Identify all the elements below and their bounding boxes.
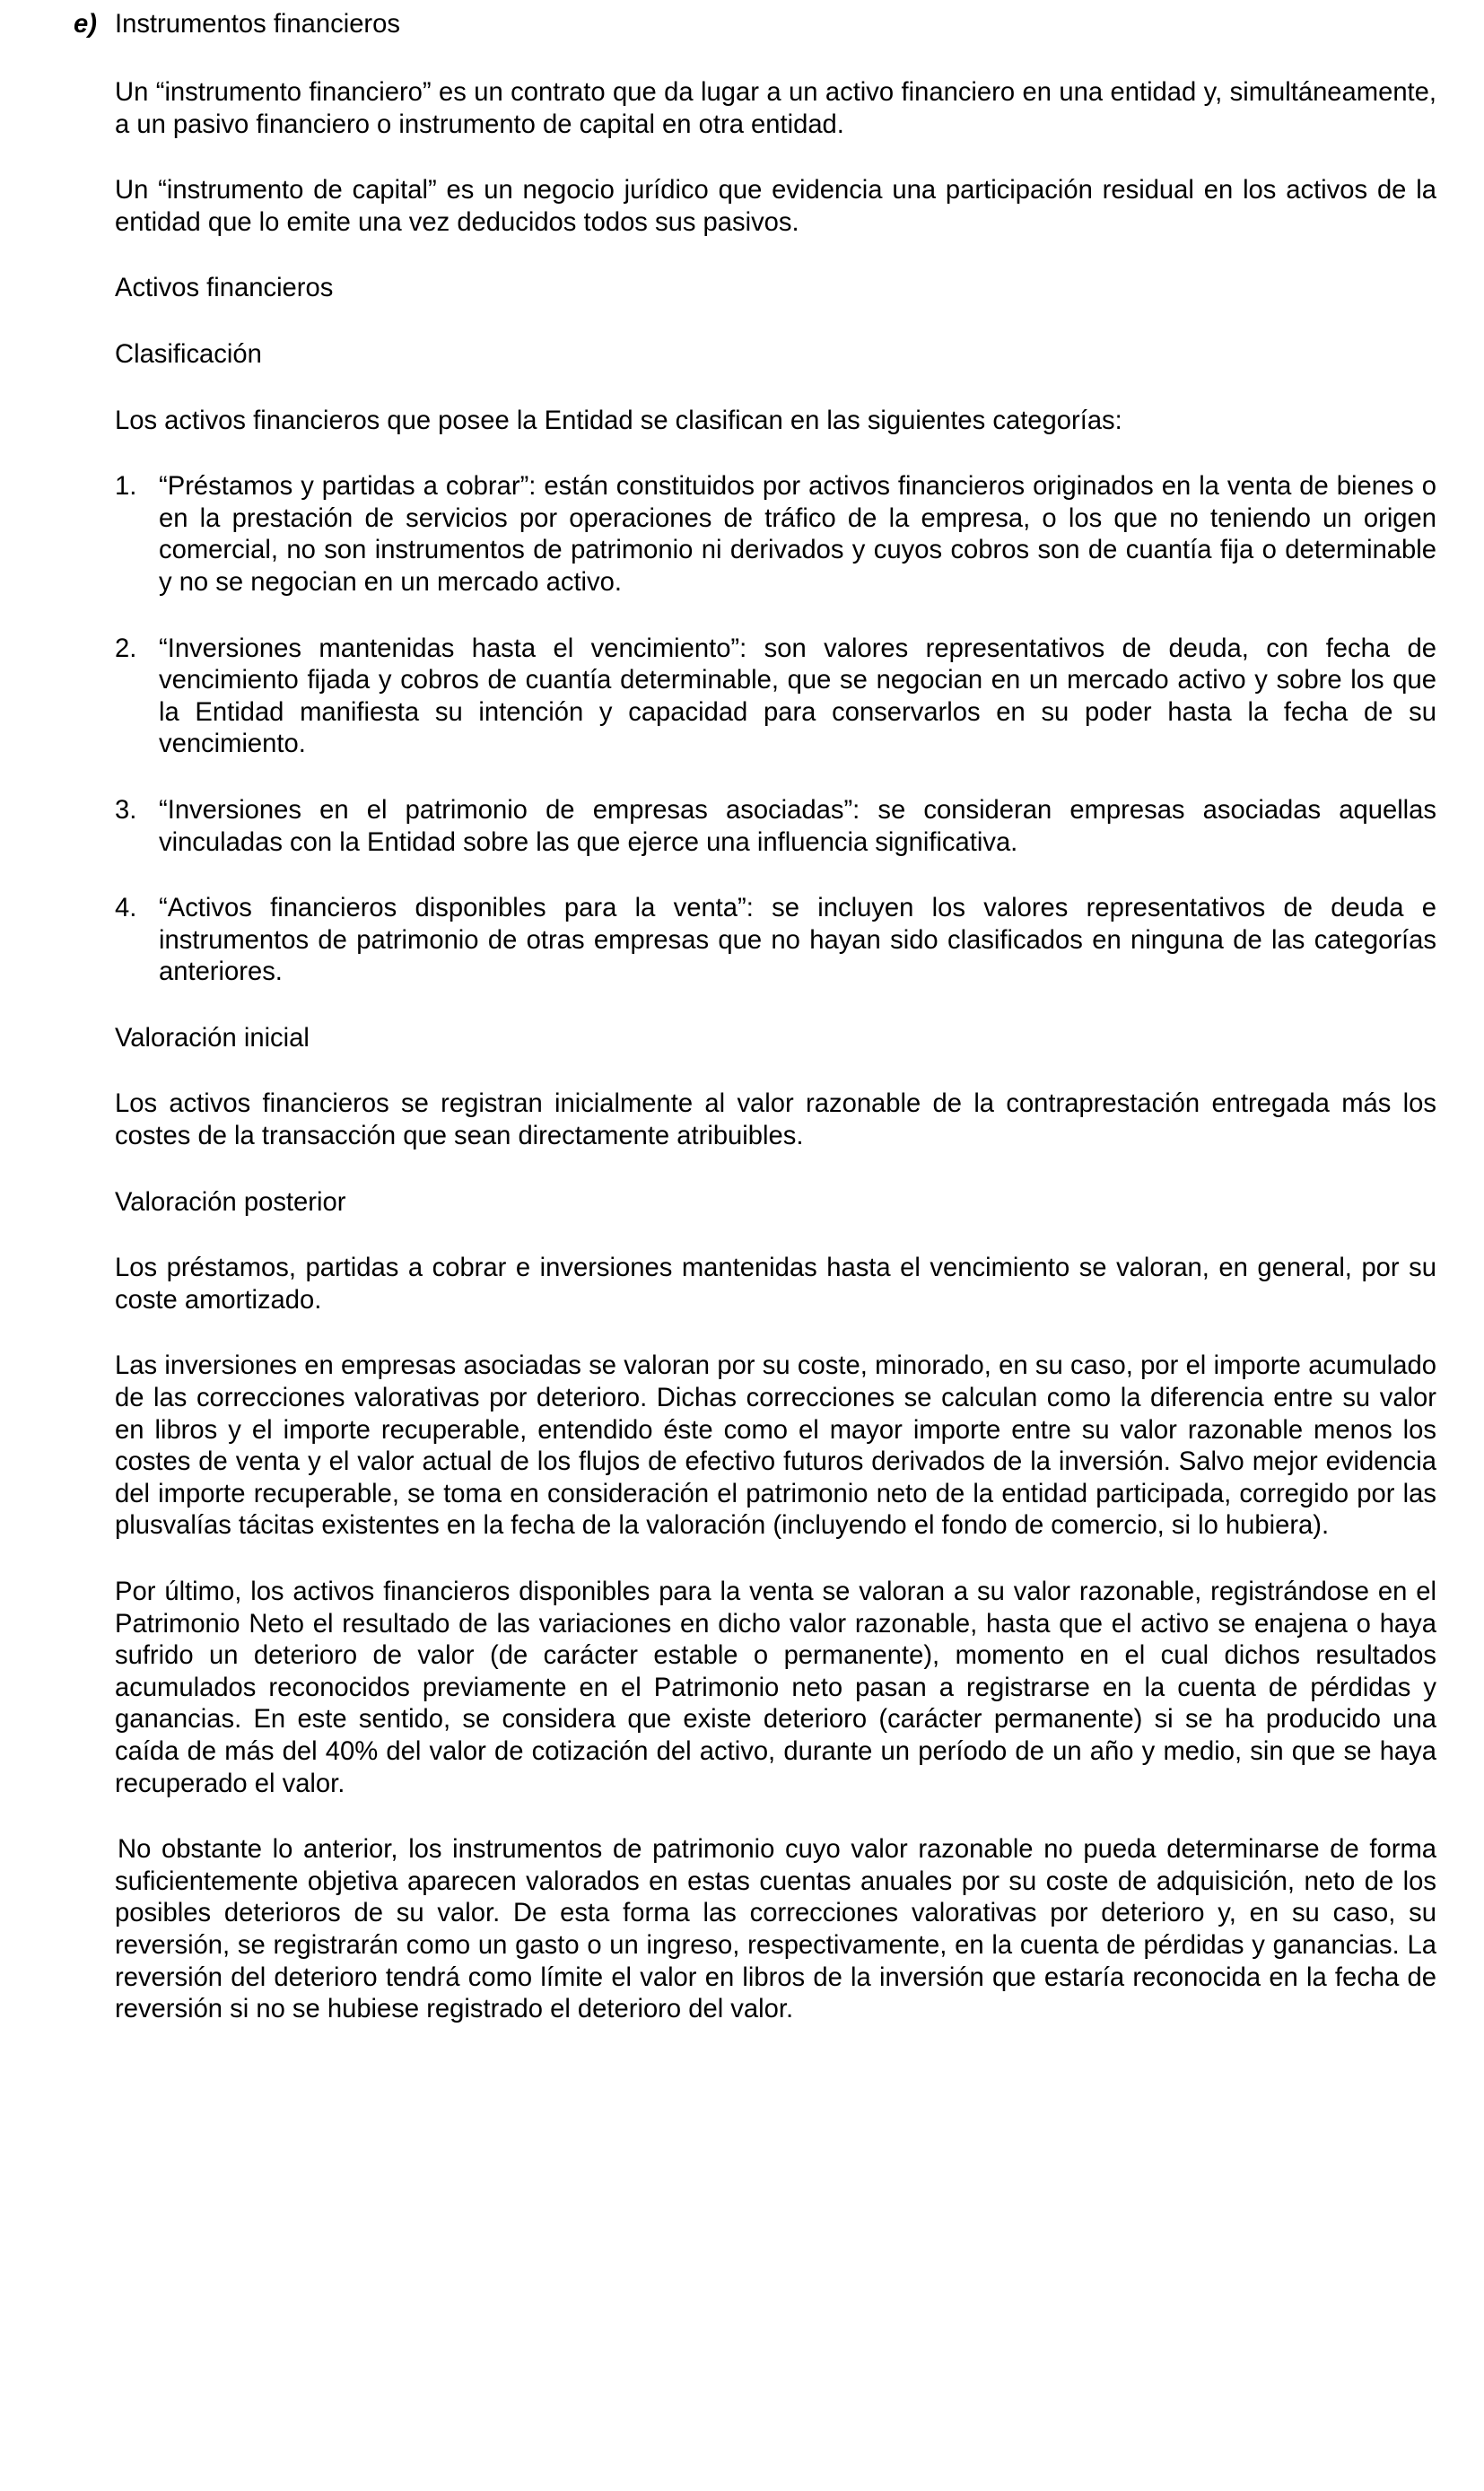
list-item-number: 2. — [115, 634, 137, 663]
section-body — [115, 77, 1436, 2026]
section-heading — [74, 9, 400, 41]
paragraph-clasificacion-intro: Los activos financieros que posee la Entidad se clasifican en las siguientes categorías: — [115, 406, 1122, 435]
list-item — [115, 893, 1436, 989]
subheading-activos-financieros: Activos financieros — [115, 274, 334, 303]
subheading-valoracion-inicial: Valoración inicial — [115, 1023, 310, 1053]
list-item-text: “Préstamos y partidas a cobrar”: están constituidos por activos financieros originados en la venta de bienes o en la prestación de servicios por operaciones de tráfico de la empresa, o los que no teniendo un origen comercial, no son instrumentos de patrimonio ni derivados y cuyos cobros son de cuantía fija o determinable y no se negocian en un mercado activo. — [159, 472, 1436, 597]
section-letter: e) — [74, 10, 97, 39]
list-item-number: 1. — [115, 472, 137, 502]
subheading-clasificacion: Clasificación — [115, 339, 262, 369]
list-item-text: “Inversiones mantenidas hasta el vencimiento”: son valores representativos de deuda, con fecha de vencimiento fijada y cobros de cuantía determinable, que se negocian en un mercado activo y sobre los que la Entidad manifiesta su intención y capacidad para conservarlos en su poder hasta la fecha de su vencimiento. — [159, 634, 1436, 759]
list-item — [115, 471, 1436, 599]
paragraph-inversiones-asociadas: Las inversiones en empresas asociadas se valoran por su coste, minorado, en su caso, por el importe acumulado de las correcciones valorativas por deterioro. Dichas correcciones se calculan como la diferencia entre su valor en libros y el importe recuperable, entendido éste como el mayor importe entre su valor razonable menos los costes de venta y el valor actual de los flujos de efectivo futuros derivados de la inversión. Salvo mejor evidencia del importe recuperable, se toma en consideración el patrimonio neto de la entidad participada, corregido por las plusvalías tácitas existentes en la fecha de la valoración (incluyendo el fondo de comercio, si lo hubiera). — [115, 1351, 1436, 1541]
list-item — [115, 634, 1436, 761]
subheading-valoracion-posterior: Valoración posterior — [115, 1187, 346, 1217]
list-item — [115, 795, 1436, 859]
section-title: Instrumentos financieros — [115, 10, 400, 39]
list-item-text: “Inversiones en el patrimonio de empresas asociadas”: se consideran empresas asociadas aquellas vinculadas con la Entidad sobre las que ejerce una influencia significativa. — [159, 795, 1436, 857]
paragraph-no-obstante: No obstante lo anterior, los instrumentos de patrimonio cuyo valor razonable no pueda determinarse de forma suficientemente objetiva aparecen valorados en estas cuentas anuales por su coste de adquisición, neto de los posibles deterioros de su valor. De esta forma las correcciones valorativas por deterioro y, en su caso, su reversión, se registrarán como un gasto o un ingreso, respectivamente, en la cuenta de pérdidas y ganancias. La reversión del deterioro tendrá como límite el valor en libros de la inversión que estaría reconocida en la fecha de reversión si no se hubiese registrado el deterioro del valor. — [115, 1835, 1436, 2024]
list-item-text: “Activos financieros disponibles para la venta”: se incluyen los valores representativos de deuda e instrumentos de patrimonio de otras empresas que no hayan sido clasificados en ninguna de las categorías anteriores. — [159, 894, 1436, 987]
paragraph-valoracion-inicial: Los activos financieros se registran inicialmente al valor razonable de la contraprestación entregada más los costes de la transacción que sean directamente atribuibles. — [115, 1089, 1436, 1151]
paragraph-disponibles-venta: Por último, los activos financieros disponibles para la venta se valoran a su valor razonable, registrándose en el Patrimonio Neto el resultado de las variaciones en dicho valor razonable, hasta que el activo se enajena o haya sufrido un deterioro de valor (de carácter estable o permanente), momento en el cual dichos resultados acumulados reconocidos previamente en el Patrimonio neto pasan a registrarse en la cuenta de pérdidas y ganancias. En este sentido, se considera que existe deterioro (carácter permanente) si se ha producido una caída de más del 40% del valor de cotización del activo, durante un período de un año y medio, sin que se haya recuperado el valor. — [115, 1578, 1436, 1798]
list-item-number: 3. — [115, 795, 137, 825]
paragraph-prestamos: Los préstamos, partidas a cobrar e inversiones mantenidas hasta el vencimiento se valoran, en general, por su coste amortizado. — [115, 1254, 1436, 1315]
list-item-number: 4. — [115, 894, 137, 923]
paragraph-instrumento-financiero: Un “instrumento financiero” es un contrato que da lugar a un activo financiero en una entidad y, simultáneamente, a un pasivo financiero o instrumento de capital en otra entidad. — [115, 78, 1436, 139]
paragraph-instrumento-capital: Un “instrumento de capital” es un negocio jurídico que evidencia una participación residual en los activos de la entidad que lo emite una vez deducidos todos sus pasivos. — [115, 176, 1436, 237]
